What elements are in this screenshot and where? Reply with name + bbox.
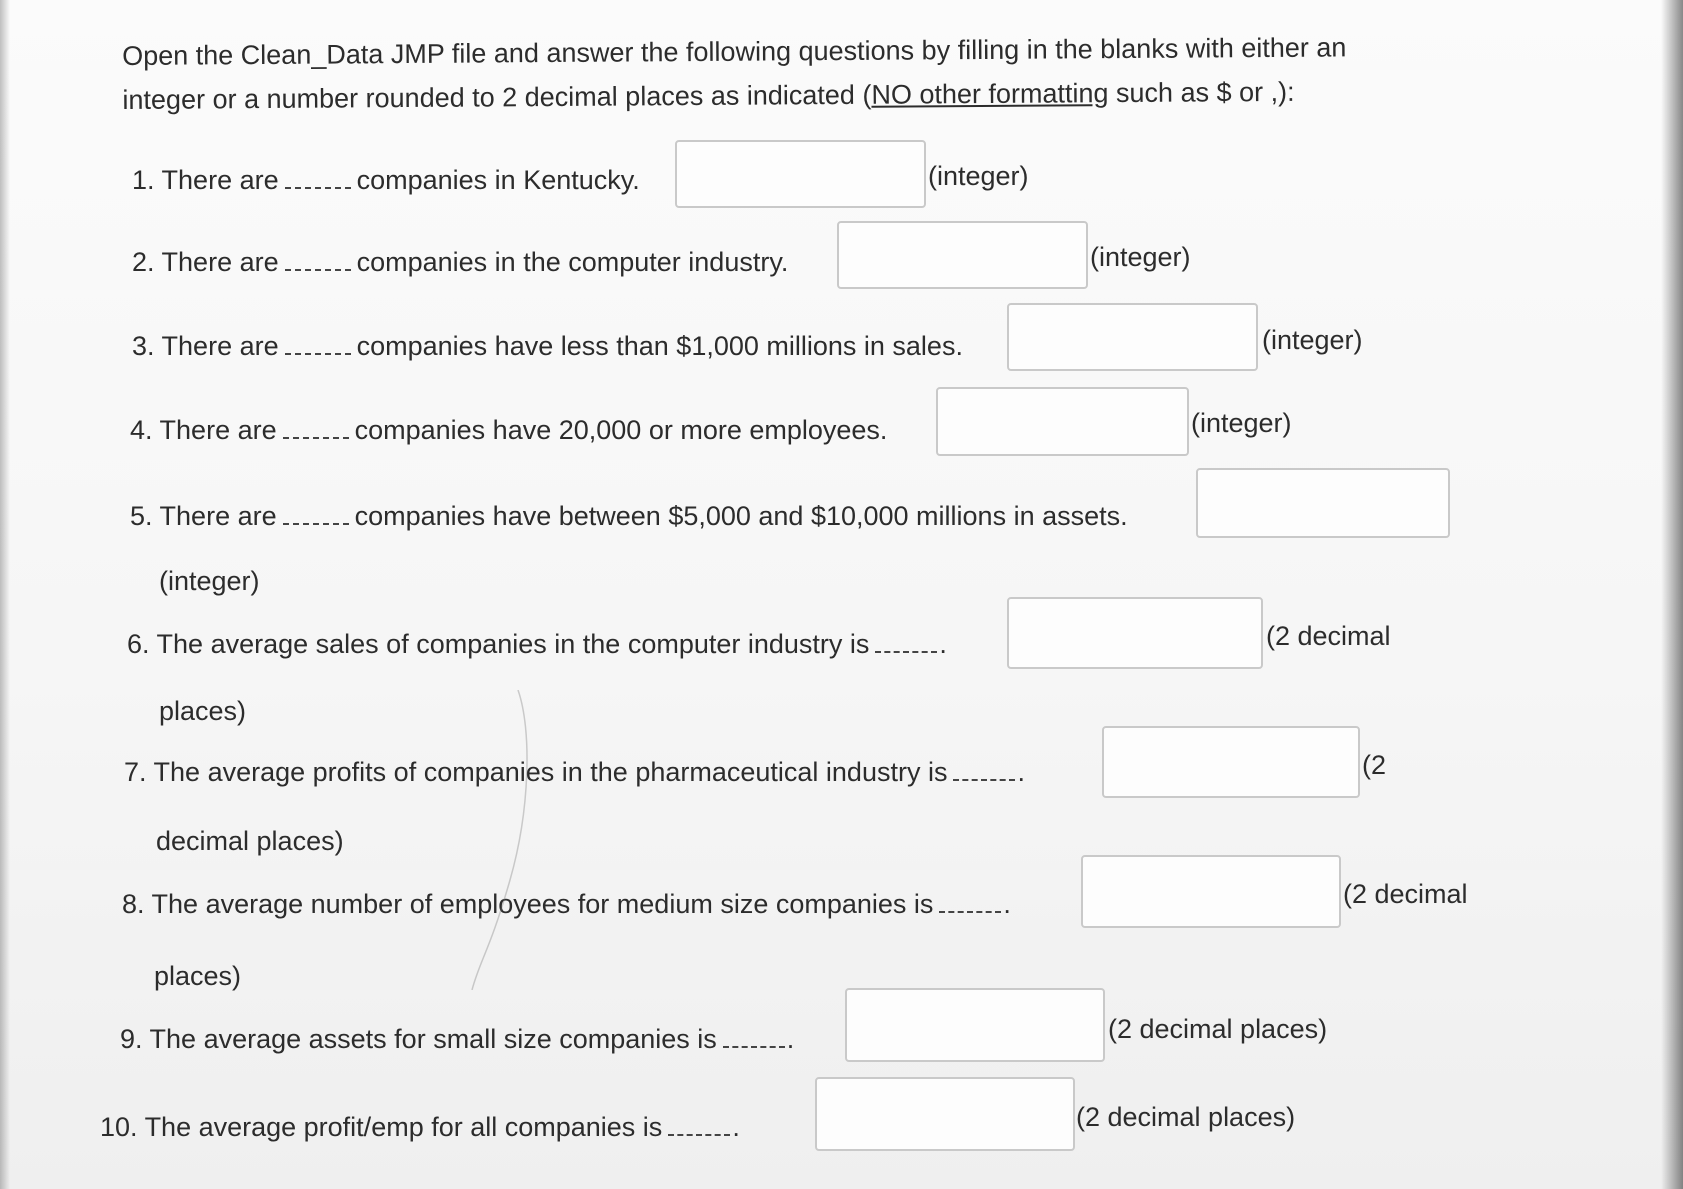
answer-blank bbox=[939, 897, 1001, 913]
answer-input-10[interactable] bbox=[815, 1077, 1075, 1151]
question-number: 1. bbox=[132, 165, 155, 195]
answer-input-2[interactable] bbox=[837, 221, 1088, 289]
question-text-end: . bbox=[939, 629, 947, 659]
answer-blank bbox=[953, 765, 1015, 781]
answer-blank bbox=[283, 509, 349, 525]
answer-input-6[interactable] bbox=[1007, 597, 1263, 669]
question-text: There are bbox=[159, 501, 277, 531]
question-number: 4. bbox=[130, 415, 153, 445]
question-number: 5. bbox=[130, 501, 153, 531]
question-number: 7. bbox=[124, 757, 147, 787]
answer-blank bbox=[285, 173, 351, 189]
answer-input-9[interactable] bbox=[845, 988, 1105, 1062]
answer-input-5[interactable] bbox=[1196, 468, 1450, 538]
format-note-8: (2 decimal bbox=[1343, 879, 1468, 909]
format-note-3: (integer) bbox=[1262, 325, 1363, 355]
answer-input-3[interactable] bbox=[1007, 303, 1258, 371]
question-text: There are bbox=[161, 331, 279, 361]
format-note-9: (2 decimal places) bbox=[1108, 1014, 1328, 1044]
question-text-end: companies in the computer industry. bbox=[356, 247, 789, 277]
answer-input-7[interactable] bbox=[1102, 726, 1360, 798]
question-2 bbox=[132, 246, 788, 278]
question-text-end: . bbox=[1003, 889, 1011, 919]
question-8 bbox=[122, 888, 1011, 920]
format-note-7: (2 bbox=[1362, 750, 1387, 780]
answer-blank bbox=[285, 255, 351, 271]
question-text: The average sales of companies in the computer industry is bbox=[156, 629, 870, 659]
question-text-end: companies have less than $1,000 millions in sales. bbox=[356, 331, 963, 361]
instructions bbox=[122, 25, 1423, 122]
answer-input-4[interactable] bbox=[936, 387, 1189, 456]
question-text: The average profits of companies in the pharmaceutical industry is bbox=[153, 757, 948, 787]
format-note-6-cont: places) bbox=[159, 696, 247, 726]
question-text: The average profit/emp for all companies is bbox=[144, 1112, 663, 1142]
format-note-5: (integer) bbox=[159, 566, 260, 596]
question-text-end: companies have between $5,000 and $10,000 millions in assets. bbox=[354, 501, 1128, 531]
answer-blank bbox=[668, 1120, 730, 1136]
answer-input-8[interactable] bbox=[1081, 855, 1341, 928]
question-text-end: companies have 20,000 or more employees. bbox=[354, 415, 888, 445]
format-note-8-cont: places) bbox=[154, 961, 242, 991]
instructions-text: Open the Clean_Data JMP file and answer the following questions by filling in the blanks with either an integer or a number rounded to 2 decimal places as indicated ( bbox=[122, 32, 1347, 115]
question-number: 2. bbox=[132, 247, 155, 277]
format-note-7-cont: decimal places) bbox=[156, 826, 344, 856]
question-text: There are bbox=[161, 165, 279, 195]
answer-blank bbox=[723, 1032, 785, 1048]
question-text-end: companies in Kentucky. bbox=[356, 165, 640, 195]
question-number: 3. bbox=[132, 331, 155, 361]
question-1 bbox=[132, 164, 640, 196]
question-number: 6. bbox=[127, 629, 150, 659]
page-edge-shadow-right bbox=[1661, 0, 1683, 1189]
question-text-end: . bbox=[786, 1024, 795, 1054]
answer-input-1[interactable] bbox=[675, 140, 926, 208]
answer-blank bbox=[285, 339, 351, 355]
question-number: 9. bbox=[120, 1024, 143, 1054]
question-text: There are bbox=[159, 415, 277, 445]
question-5 bbox=[130, 500, 1128, 532]
paper-crease-line bbox=[470, 690, 550, 990]
question-3 bbox=[132, 330, 963, 362]
format-note-6: (2 decimal bbox=[1266, 621, 1391, 651]
question-number: 8. bbox=[122, 889, 145, 919]
question-text: The average number of employees for medium size companies is bbox=[151, 889, 934, 919]
instructions-text-end: such as $ or ,): bbox=[1108, 76, 1295, 109]
question-text: There are bbox=[161, 247, 279, 277]
instructions-emphasis: NO other formatting bbox=[871, 78, 1109, 110]
question-4 bbox=[130, 414, 887, 446]
format-note-2: (integer) bbox=[1090, 242, 1191, 272]
question-6 bbox=[127, 628, 947, 660]
format-note-10: (2 decimal places) bbox=[1076, 1102, 1296, 1132]
question-7 bbox=[124, 756, 1025, 788]
page-edge-shadow-left bbox=[0, 0, 10, 1189]
question-number: 10. bbox=[100, 1112, 138, 1142]
question-10 bbox=[100, 1111, 740, 1143]
question-text-end: . bbox=[1017, 757, 1025, 787]
answer-blank bbox=[875, 637, 937, 653]
question-9 bbox=[120, 1023, 794, 1055]
answer-blank bbox=[283, 423, 349, 439]
question-text: The average assets for small size companies is bbox=[149, 1024, 717, 1054]
format-note-1: (integer) bbox=[928, 161, 1029, 191]
question-text-end: . bbox=[732, 1112, 740, 1142]
format-note-4: (integer) bbox=[1191, 408, 1292, 438]
